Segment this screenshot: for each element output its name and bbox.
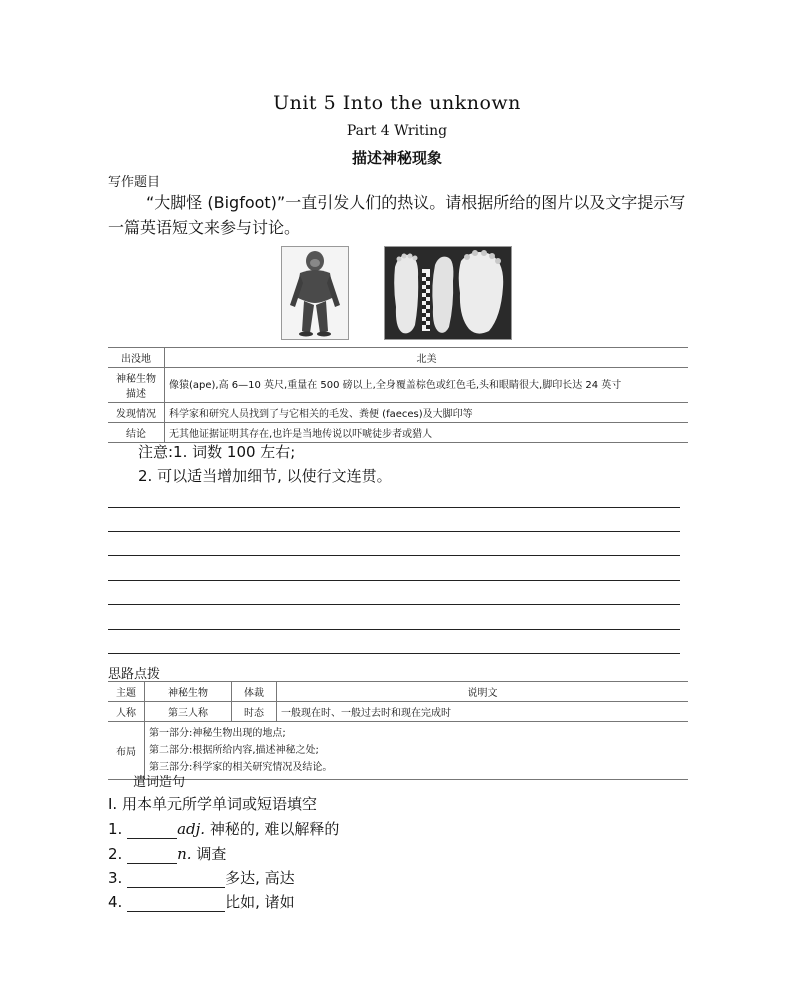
layout-cell [145,722,689,780]
row-value: 科学家和研究人员找到了与它相关的毛发、粪便 (faeces)及大脚印等 [165,403,689,423]
info-table [108,347,688,443]
table-row [108,403,688,423]
item-number: 4. [108,893,123,911]
table-row [108,423,688,443]
table-row [108,702,688,722]
ideas-table [108,681,688,780]
list-item [108,818,339,839]
cell: 说明文 [277,682,689,702]
list-item [108,891,295,912]
topic-subtitle: 描述神秘现象 [351,149,442,167]
cell: 一般现在时、一般过去时和现在完成时 [277,702,689,722]
bigfoot-figure-image [281,246,349,340]
item-number: 1. [108,820,123,838]
note-line-2: 2. 可以适当增加细节, 以使行文连贯。 [138,467,392,485]
cell: 人称 [108,702,145,722]
item-meaning: 调查 [196,845,227,863]
item-meaning: 比如, 诸如 [225,893,295,911]
cell: 体裁 [232,682,277,702]
item-number: 3. [108,869,123,887]
layout-item: 第一部分:神秘生物出现的地点; [149,728,286,739]
row-label: 出没地 [108,348,165,368]
part-of-speech: adj. [177,820,206,838]
answer-blank[interactable] [127,895,225,912]
writing-line[interactable] [108,507,680,508]
writing-prompt: “大脚怪 (Bigfoot)”一直引发人们的热议。请根据所给的图片以及文字提示写一篇英语短文来参与讨论。 [108,193,686,237]
writing-line[interactable] [108,653,680,654]
writing-line[interactable] [108,604,680,605]
row-value: 像猿(ape),高 6—10 英尺,重量在 500 磅以上,全身覆盖棕色或红色毛,头和眼睛很大,脚印长达 24 英寸 [165,368,689,403]
part-subtitle: Part 4 Writing [346,123,448,139]
writing-line[interactable] [108,629,680,630]
layout-item: 第三部分:科学家的相关研究情况及结论。 [149,762,333,773]
footprint-casts-image [384,246,512,340]
section-words-heading: 遣词造句 [133,775,186,790]
answer-blank[interactable] [127,822,177,839]
layout-item: 第二部分:根据所给内容,描述神秘之处; [149,745,319,756]
part-1-title: Ⅰ. 用本单元所学单词或短语填空 [108,795,317,813]
section-ideas-heading: 思路点拨 [108,667,161,682]
answer-blank[interactable] [127,871,225,888]
cell: 神秘生物 [145,682,232,702]
list-item [108,843,226,864]
section-task-heading: 写作题目 [108,175,161,190]
layout-label: 布局 [108,722,145,780]
row-label: 发现情况 [108,403,165,423]
writing-line[interactable] [108,580,680,581]
row-label: 神秘生物描述 [108,368,165,403]
row-label: 结论 [108,423,165,443]
cell: 主题 [108,682,145,702]
writing-line[interactable] [108,555,680,556]
table-row [108,368,688,403]
row-value: 北美 [165,348,689,368]
cell: 第三人称 [145,702,232,722]
item-number: 2. [108,845,123,863]
item-meaning: 多达, 高达 [225,869,295,887]
answer-blank[interactable] [127,847,177,864]
table-row [108,348,688,368]
table-row [108,722,688,780]
cell: 时态 [232,702,277,722]
row-value: 无其他证据证明其存在,也许是当地传说以吓唬徒步者或猎人 [165,423,689,443]
page-title: Unit 5 Into the unknown [273,92,521,114]
list-item [108,867,295,888]
writing-line[interactable] [108,531,680,532]
item-meaning: 神秘的, 难以解释的 [209,820,340,838]
part-of-speech: n. [177,845,192,863]
table-row [108,682,688,702]
note-line-1: 注意:1. 词数 100 左右; [138,443,296,461]
